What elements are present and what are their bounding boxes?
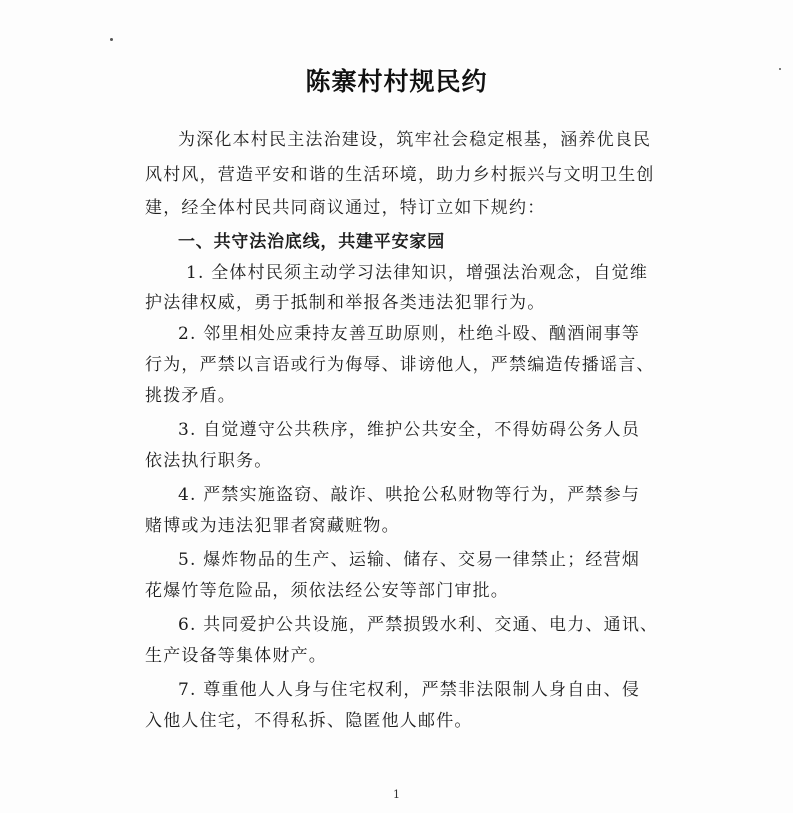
scan-speck — [110, 38, 113, 41]
item-4-line-2: 赌博或为违法犯罪者窝藏赃物。 — [145, 516, 400, 536]
item-6-line-1: 6. 共同爱护公共设施，严禁损毁水利、交通、电力、通讯、 — [178, 615, 659, 635]
item-2-line-2: 行为，严禁以言语或行为侮辱、诽谤他人，严禁编造传播谣言、 — [145, 355, 655, 375]
item-4-line-1: 4. 严禁实施盗窃、敲诈、哄抢公私财物等行为，严禁参与 — [178, 485, 641, 505]
document-title: 陈寨村村规民约 — [305, 67, 488, 96]
item-2-line-1: 2. 邻里相处应秉持友善互助原则，杜绝斗殴、酗酒闹事等 — [178, 324, 641, 344]
item-7-line-2: 入他人住宅，不得私拆、隐匿他人邮件。 — [145, 711, 473, 731]
intro-line: 为深化本村民主法治建设，筑牢社会稳定根基，涵养优良民 — [178, 130, 652, 150]
intro-line: 风村风，营造平安和谐的生活环境，助力乡村振兴与文明卫生创 — [145, 165, 655, 185]
item-5-line-2: 花爆竹等危险品，须依法经公安等部门审批。 — [145, 581, 509, 601]
section-heading: 一、共守法治底线，共建平安家园 — [178, 232, 445, 252]
item-6-line-2: 生产设备等集体财产。 — [145, 646, 327, 666]
item-7-line-1: 7. 尊重他人人身与住宅权利，严禁非法限制人身自由、侵 — [178, 680, 641, 700]
item-2-line-3: 挑拨矛盾。 — [145, 386, 236, 406]
intro-line: 建，经全体村民共同商议通过，特订立如下规约： — [145, 198, 546, 218]
item-3-line-2: 依法执行职务。 — [145, 451, 273, 471]
item-3-line-1: 3. 自觉遵守公共秩序，维护公共安全，不得妨碍公务人员 — [178, 420, 641, 440]
item-1-line-2: 护法律权威，勇于抵制和举报各类违法犯罪行为。 — [145, 293, 546, 313]
page-number: 1 — [393, 788, 400, 801]
item-5-line-1: 5. 爆炸物品的生产、运输、储存、交易一律禁止；经营烟 — [178, 550, 641, 570]
item-1-line-1: 1. 全体村民须主动学习法律知识，增强法治观念，自觉维 — [186, 263, 649, 283]
